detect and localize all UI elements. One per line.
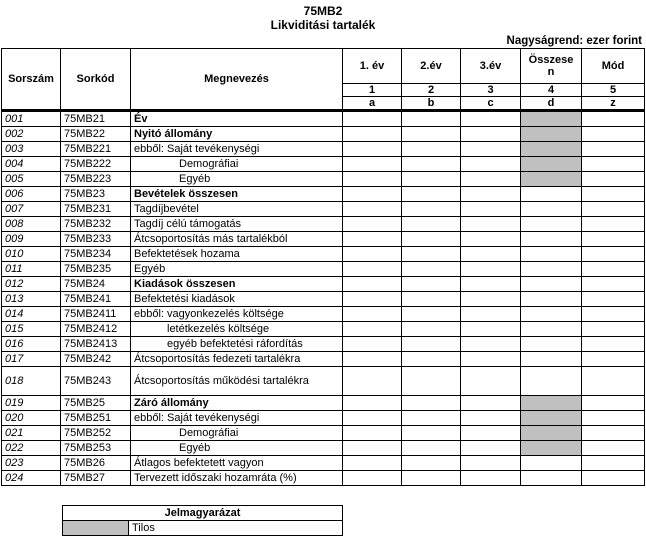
value-cell[interactable]: [402, 247, 461, 262]
value-cell[interactable]: [402, 307, 461, 322]
header-col-5: Mód: [582, 49, 645, 84]
header-letter: a: [343, 97, 402, 111]
value-cell[interactable]: [521, 232, 582, 247]
table-row: [2, 247, 645, 262]
row-number: 009: [2, 232, 61, 247]
value-cell[interactable]: [402, 217, 461, 232]
row-code: 75MB25: [61, 396, 131, 411]
value-cell[interactable]: [402, 411, 461, 426]
row-code: 75MB234: [61, 247, 131, 262]
row-label: Befektetések hozama: [131, 247, 343, 262]
value-cell[interactable]: [582, 217, 645, 232]
table-row: [2, 172, 645, 187]
value-cell[interactable]: [582, 232, 645, 247]
header-col-2: 2.év: [402, 49, 461, 84]
row-label: Tagdíjbevétel: [131, 202, 343, 217]
table-row: [2, 456, 645, 471]
row-code: 75MB2413: [61, 337, 131, 352]
value-cell[interactable]: [582, 262, 645, 277]
value-cell[interactable]: [402, 367, 461, 396]
header-num: 5: [582, 84, 645, 97]
value-cell[interactable]: [521, 367, 582, 396]
row-label: egyéb befektetési ráfordítás: [131, 337, 343, 352]
row-number: 020: [2, 411, 61, 426]
legend-table: [62, 505, 343, 536]
row-label: Demográfiai: [131, 426, 343, 441]
header-sorkod: Sorkód: [61, 49, 131, 111]
header-num: 2: [402, 84, 461, 97]
value-cell[interactable]: [521, 217, 582, 232]
forbidden-cell: [521, 172, 582, 187]
value-cell[interactable]: [521, 247, 582, 262]
value-cell[interactable]: [582, 307, 645, 322]
table-row: [2, 367, 645, 396]
value-cell[interactable]: [461, 142, 521, 157]
value-cell[interactable]: [582, 277, 645, 292]
value-cell[interactable]: [461, 441, 521, 456]
forbidden-cell: [521, 142, 582, 157]
row-code: 75MB235: [61, 262, 131, 277]
forbidden-cell: [521, 396, 582, 411]
row-code: 75MB223: [61, 172, 131, 187]
table-row: [2, 262, 645, 277]
value-cell[interactable]: [461, 426, 521, 441]
value-cell[interactable]: [582, 352, 645, 367]
value-cell[interactable]: [343, 396, 402, 411]
value-cell[interactable]: [402, 426, 461, 441]
value-cell[interactable]: [582, 396, 645, 411]
value-cell[interactable]: [582, 292, 645, 307]
header-col-4: Összese n: [521, 49, 582, 84]
row-code: 75MB23: [61, 187, 131, 202]
value-cell[interactable]: [402, 142, 461, 157]
row-code: 75MB253: [61, 441, 131, 456]
table-row: [2, 396, 645, 411]
row-label: Demográfiai: [131, 157, 343, 172]
row-number: 011: [2, 262, 61, 277]
row-code: 75MB22: [61, 127, 131, 142]
row-code: 75MB243: [61, 367, 131, 396]
row-label: Bevételek összesen: [131, 187, 343, 202]
value-cell[interactable]: [402, 232, 461, 247]
value-cell[interactable]: [343, 247, 402, 262]
table-row: [2, 142, 645, 157]
value-cell[interactable]: [402, 456, 461, 471]
value-cell[interactable]: [461, 262, 521, 277]
row-code: 75MB2411: [61, 307, 131, 322]
row-number: 024: [2, 471, 61, 486]
value-cell[interactable]: [402, 187, 461, 202]
row-code: 75MB242: [61, 352, 131, 367]
value-cell[interactable]: [343, 157, 402, 172]
value-cell[interactable]: [343, 277, 402, 292]
value-cell[interactable]: [402, 352, 461, 367]
table-row: [2, 232, 645, 247]
value-cell[interactable]: [521, 277, 582, 292]
value-cell[interactable]: [402, 157, 461, 172]
value-cell[interactable]: [582, 247, 645, 262]
row-label: letétkezelés költsége: [131, 322, 343, 337]
value-cell[interactable]: [461, 307, 521, 322]
value-cell[interactable]: [461, 396, 521, 411]
value-cell[interactable]: [402, 337, 461, 352]
forbidden-cell: [521, 157, 582, 172]
forbidden-cell: [521, 111, 582, 127]
row-label: Egyéb: [131, 172, 343, 187]
value-cell[interactable]: [402, 322, 461, 337]
value-cell[interactable]: [343, 202, 402, 217]
table-row: [2, 441, 645, 456]
header-letter: c: [461, 97, 521, 111]
value-cell[interactable]: [402, 292, 461, 307]
unit-label: Nagyságrend: ezer forint: [506, 35, 642, 47]
value-cell[interactable]: [461, 337, 521, 352]
row-number: 019: [2, 396, 61, 411]
row-code: 75MB231: [61, 202, 131, 217]
table-row: [2, 157, 645, 172]
value-cell[interactable]: [582, 157, 645, 172]
value-cell[interactable]: [402, 277, 461, 292]
value-cell[interactable]: [402, 202, 461, 217]
row-label: ebből: vagyonkezelés költsége: [131, 307, 343, 322]
value-cell[interactable]: [343, 127, 402, 142]
table-row: [2, 352, 645, 367]
value-cell[interactable]: [461, 367, 521, 396]
table-row: [2, 217, 645, 232]
row-number: 018: [2, 367, 61, 396]
row-number: 010: [2, 247, 61, 262]
value-cell[interactable]: [402, 471, 461, 486]
value-cell[interactable]: [582, 441, 645, 456]
header-num: 4: [521, 84, 582, 97]
row-number: 006: [2, 187, 61, 202]
value-cell[interactable]: [582, 187, 645, 202]
value-cell[interactable]: [582, 142, 645, 157]
value-cell[interactable]: [461, 217, 521, 232]
table-row: [2, 277, 645, 292]
data-table: [1, 48, 645, 486]
value-cell[interactable]: [343, 262, 402, 277]
row-label: Átlagos befektetett vagyon: [131, 456, 343, 471]
row-label: ebből: Saját tevékenységi: [131, 142, 343, 157]
value-cell[interactable]: [343, 441, 402, 456]
value-cell[interactable]: [343, 307, 402, 322]
value-cell[interactable]: [343, 456, 402, 471]
value-cell[interactable]: [521, 456, 582, 471]
value-cell[interactable]: [343, 471, 402, 486]
value-cell[interactable]: [402, 111, 461, 127]
value-cell[interactable]: [461, 202, 521, 217]
row-number: 022: [2, 441, 61, 456]
row-label: Záró állomány: [131, 396, 343, 411]
row-number: 013: [2, 292, 61, 307]
value-cell[interactable]: [521, 292, 582, 307]
value-cell[interactable]: [582, 202, 645, 217]
value-cell[interactable]: [461, 277, 521, 292]
row-number: 008: [2, 217, 61, 232]
row-label: ebből: Saját tevékenységi: [131, 411, 343, 426]
row-number: 023: [2, 456, 61, 471]
value-cell[interactable]: [461, 172, 521, 187]
legend-title: Jelmagyarázat: [63, 506, 343, 521]
value-cell[interactable]: [461, 292, 521, 307]
value-cell[interactable]: [521, 187, 582, 202]
table-row: [2, 202, 645, 217]
row-code: 75MB233: [61, 232, 131, 247]
header-col-3: 3.év: [461, 49, 521, 84]
header-letter: d: [521, 97, 582, 111]
row-label: Év: [131, 111, 343, 127]
value-cell[interactable]: [582, 111, 645, 127]
row-number: 021: [2, 426, 61, 441]
value-cell[interactable]: [582, 456, 645, 471]
header-sorszam: Sorszám: [2, 49, 61, 111]
value-cell[interactable]: [582, 337, 645, 352]
forbidden-cell: [521, 411, 582, 426]
value-cell[interactable]: [461, 411, 521, 426]
table-row: [2, 337, 645, 352]
header-megnevezes: Megnevezés: [131, 49, 343, 111]
table-row: [2, 292, 645, 307]
value-cell[interactable]: [582, 411, 645, 426]
row-number: 004: [2, 157, 61, 172]
header-num: 3: [461, 84, 521, 97]
value-cell[interactable]: [582, 127, 645, 142]
legend-tilos-label: Tilos: [129, 521, 343, 536]
row-label: Kiadások összesen: [131, 277, 343, 292]
forbidden-cell: [521, 441, 582, 456]
row-code: 75MB232: [61, 217, 131, 232]
row-label: Átcsoportosítás fedezeti tartalékra: [131, 352, 343, 367]
value-cell[interactable]: [343, 292, 402, 307]
row-number: 001: [2, 111, 61, 127]
form-title: Likviditási tartalék: [270, 18, 376, 32]
value-cell[interactable]: [402, 262, 461, 277]
row-label: Tervezett időszaki hozamráta (%): [131, 471, 343, 486]
value-cell[interactable]: [521, 471, 582, 486]
row-label: Egyéb: [131, 441, 343, 456]
row-number: 012: [2, 277, 61, 292]
value-cell[interactable]: [402, 127, 461, 142]
row-code: 75MB2412: [61, 322, 131, 337]
value-cell[interactable]: [343, 187, 402, 202]
table-row: [2, 111, 645, 127]
value-cell[interactable]: [461, 111, 521, 127]
table-row: [2, 471, 645, 486]
row-code: 75MB251: [61, 411, 131, 426]
row-label: Befektetési kiadások: [131, 292, 343, 307]
value-cell[interactable]: [343, 352, 402, 367]
row-label: Átcsoportosítás működési tartalékra: [131, 367, 343, 396]
value-cell[interactable]: [521, 337, 582, 352]
row-label: Egyéb: [131, 262, 343, 277]
row-number: 017: [2, 352, 61, 367]
value-cell[interactable]: [461, 247, 521, 262]
row-label: Nyitó állomány: [131, 127, 343, 142]
header-letter: b: [402, 97, 461, 111]
value-cell[interactable]: [402, 172, 461, 187]
value-cell[interactable]: [402, 441, 461, 456]
header-num: 1: [343, 84, 402, 97]
row-code: 75MB221: [61, 142, 131, 157]
table-row: [2, 322, 645, 337]
row-number: 016: [2, 337, 61, 352]
row-number: 015: [2, 322, 61, 337]
table-row: [2, 307, 645, 322]
value-cell[interactable]: [461, 127, 521, 142]
value-cell[interactable]: [582, 172, 645, 187]
value-cell[interactable]: [582, 426, 645, 441]
value-cell[interactable]: [343, 232, 402, 247]
value-cell[interactable]: [343, 142, 402, 157]
value-cell[interactable]: [461, 232, 521, 247]
value-cell[interactable]: [343, 426, 402, 441]
forbidden-cell: [521, 127, 582, 142]
value-cell[interactable]: [582, 367, 645, 396]
row-code: 75MB241: [61, 292, 131, 307]
value-cell[interactable]: [343, 111, 402, 127]
value-cell[interactable]: [461, 471, 521, 486]
row-code: 75MB27: [61, 471, 131, 486]
legend-gray-swatch: [63, 521, 129, 536]
row-number: 005: [2, 172, 61, 187]
value-cell[interactable]: [343, 172, 402, 187]
value-cell[interactable]: [521, 307, 582, 322]
row-label: Tagdíj célú támogatás: [131, 217, 343, 232]
row-number: 014: [2, 307, 61, 322]
value-cell[interactable]: [461, 456, 521, 471]
row-code: 75MB21: [61, 111, 131, 127]
form-code: 75MB2: [303, 4, 343, 18]
table-row: [2, 411, 645, 426]
value-cell[interactable]: [461, 187, 521, 202]
value-cell[interactable]: [343, 367, 402, 396]
value-cell[interactable]: [461, 322, 521, 337]
forbidden-cell: [521, 426, 582, 441]
row-label: Átcsoportosítás más tartalékból: [131, 232, 343, 247]
value-cell[interactable]: [521, 262, 582, 277]
row-code: 75MB24: [61, 277, 131, 292]
value-cell[interactable]: [521, 322, 582, 337]
value-cell[interactable]: [521, 352, 582, 367]
value-cell[interactable]: [521, 202, 582, 217]
value-cell[interactable]: [402, 396, 461, 411]
row-code: 75MB222: [61, 157, 131, 172]
row-number: 007: [2, 202, 61, 217]
table-row: [2, 426, 645, 441]
row-code: 75MB252: [61, 426, 131, 441]
row-number: 002: [2, 127, 61, 142]
header-col-1: 1. év: [343, 49, 402, 84]
value-cell[interactable]: [582, 322, 645, 337]
value-cell[interactable]: [343, 322, 402, 337]
row-number: 003: [2, 142, 61, 157]
row-code: 75MB26: [61, 456, 131, 471]
header-letter: z: [582, 97, 645, 111]
value-cell[interactable]: [461, 157, 521, 172]
table-row: [2, 187, 645, 202]
value-cell[interactable]: [343, 411, 402, 426]
value-cell[interactable]: [461, 352, 521, 367]
value-cell[interactable]: [582, 471, 645, 486]
value-cell[interactable]: [343, 337, 402, 352]
table-row: [2, 127, 645, 142]
value-cell[interactable]: [343, 217, 402, 232]
